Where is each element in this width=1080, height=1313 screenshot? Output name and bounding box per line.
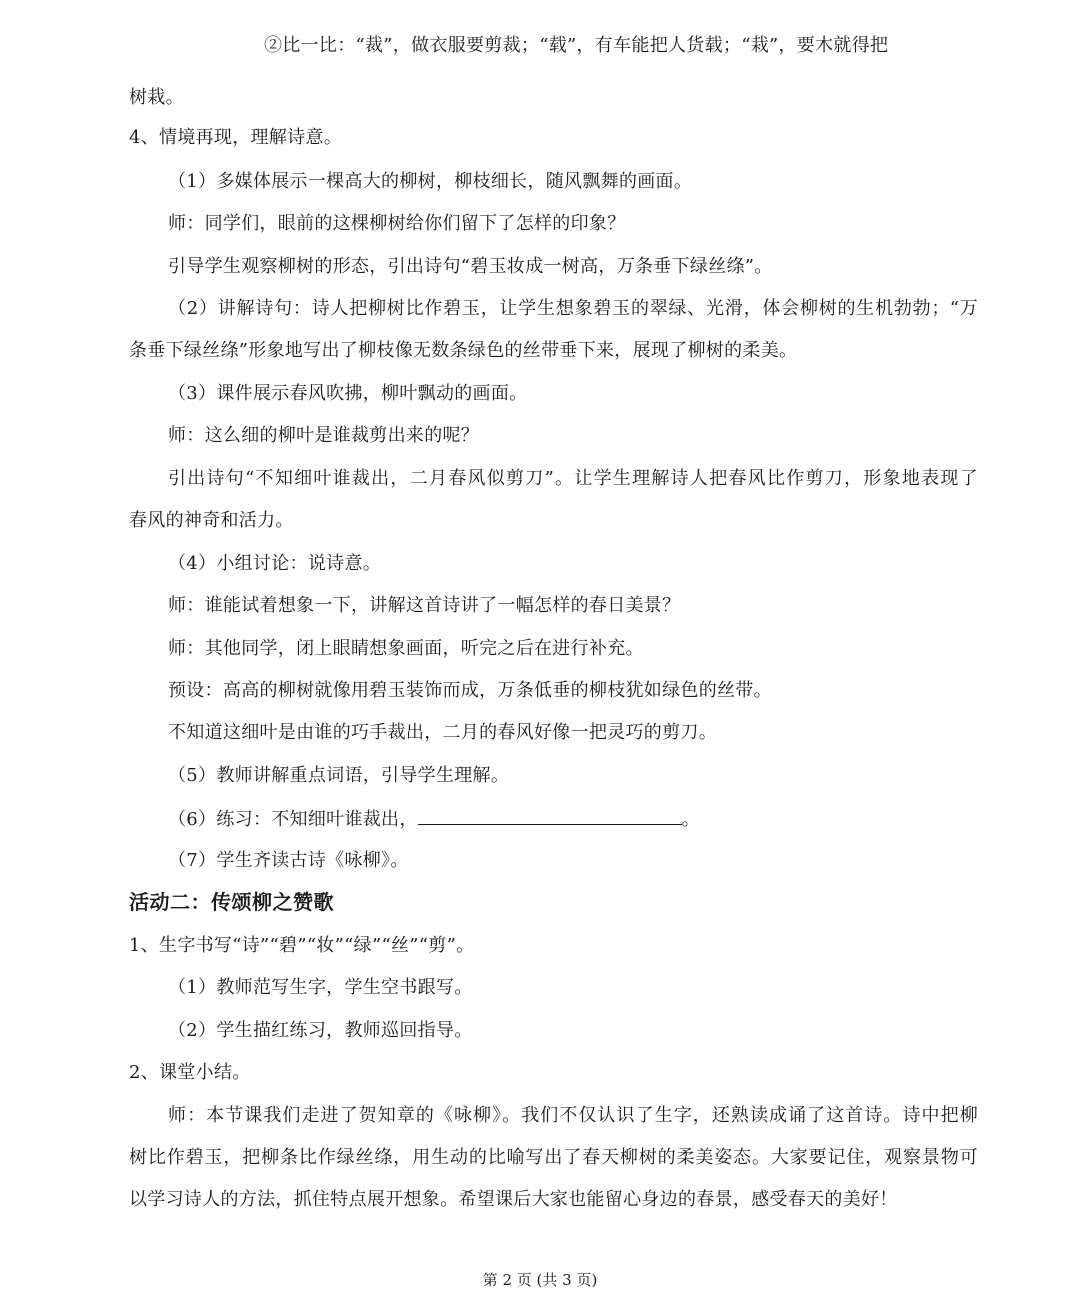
section-heading: 活动二：传颂柳之赞歌 <box>129 890 334 914</box>
text-line: ②比一比：“裁”，做衣服要剪裁；“载”，有车能把人货载；“栽”，要木就得把 <box>264 35 889 56</box>
text-line: 树比作碧玉，把柳条比作绿丝绦，用生动的比喻写出了春天柳树的柔美姿态。大家要记住，观察景物可 <box>129 1147 978 1168</box>
text-line: 师：同学们，眼前的这棵柳树给你们留下了怎样的印象？ <box>168 213 626 234</box>
text-line: 预设：高高的柳树就像用碧玉装饰而成，万条低垂的柳枝犹如绿色的丝带。 <box>168 680 772 701</box>
exercise-line <box>168 806 700 832</box>
text-line: （1）教师范写生字，学生空书跟写。 <box>168 977 473 998</box>
text-line: （3）课件展示春风吹拂，柳叶飘动的画面。 <box>168 383 528 404</box>
text-line: （4）小组讨论：说诗意。 <box>168 553 382 574</box>
text-line: 师：谁能试着想象一下，讲解这首诗讲了一幅怎样的春日美景？ <box>168 595 681 616</box>
fill-in-blank <box>418 806 682 825</box>
text-line: 条垂下绿丝绦”形象地写出了柳枝像无数条绿色的丝带垂下来，展现了柳树的柔美。 <box>129 340 798 361</box>
text-line: 师：这么细的柳叶是谁裁剪出来的呢？ <box>168 425 480 446</box>
text-line: 引导学生观察柳树的形态，引出诗句“碧玉妆成一树高，万条垂下绿丝绦”。 <box>168 256 773 277</box>
text-line: 1、生字书写“诗”“碧”“妆”“绿”“丝”“剪”。 <box>129 935 475 956</box>
text-line: 师：本节课我们走进了贺知章的《咏柳》。我们不仅认识了生字，还熟读成诵了这首诗。诗中把柳 <box>168 1105 978 1126</box>
text-line: （1）多媒体展示一棵高大的柳树，柳枝细长，随风飘舞的画面。 <box>168 171 693 192</box>
page-footer: 第 2 页 (共 3 页) <box>482 1271 598 1289</box>
text-line: 2、课堂小结。 <box>129 1062 251 1083</box>
text-line: （7）学生齐读古诗《咏柳》。 <box>168 850 409 871</box>
text-line: （2）学生描红练习，教师巡回指导。 <box>168 1020 473 1041</box>
exercise-prompt: （6）练习：不知细叶谁裁出， <box>168 809 418 830</box>
text-line: 春风的神奇和活力。 <box>129 510 294 531</box>
text-line: 引出诗句“不知细叶谁裁出，二月春风似剪刀”。让学生理解诗人把春风比作剪刀，形象地表现了 <box>168 468 978 489</box>
text-line: （5）教师讲解重点词语，引导学生理解。 <box>168 765 510 786</box>
text-line: 以学习诗人的方法，抓住特点展开想象。希望课后大家也能留心身边的春景，感受春天的美好！ <box>129 1189 898 1210</box>
text-line: 树栽。 <box>129 87 184 108</box>
text-line: 4、情境再现，理解诗意。 <box>129 127 343 148</box>
text-line: （2）讲解诗句：诗人把柳树比作碧玉，让学生想象碧玉的翠绿、光滑，体会柳树的生机勃勃；“万 <box>168 298 978 319</box>
text-line: 不知道这细叶是由谁的巧手裁出，二月的春风好像一把灵巧的剪刀。 <box>168 722 717 743</box>
exercise-end: 。 <box>681 809 700 830</box>
text-line: 师：其他同学，闭上眼睛想象画面，听完之后在进行补充。 <box>168 638 644 659</box>
